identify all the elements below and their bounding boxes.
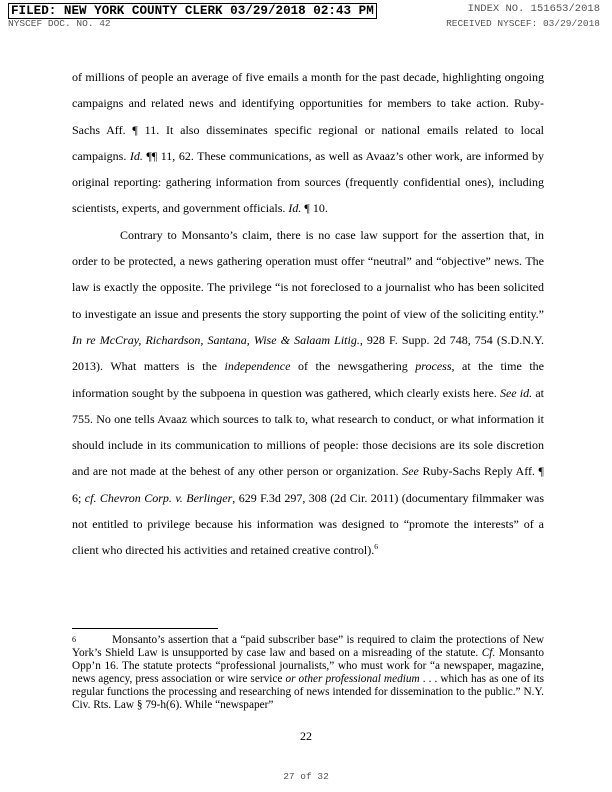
document-body	[72, 64, 544, 564]
footnote-divider	[72, 628, 218, 629]
footnote-6: $^6$ Monsanto’s assertion that a “paid subscriber base” is required to claim the protections of New York’s Shield Law is unsupported by case law and based on a misreading of the statute. Cf. Monsanto Opp’n 16. The statute protects “professional journalists,” who must work for “a newspaper, magazine, news agency, press association or wire service or other professional medium . . . which has as one of its regular functions the processing and researching of news intended for dissemination to the public.” N.Y. Civ. Rts. Law § 79-h(6). While “newspaper”	[72, 634, 544, 712]
nyscef-doc-number: NYSCEF DOC. NO. 42	[8, 18, 111, 29]
received-stamp: RECEIVED NYSCEF: 03/29/2018	[446, 18, 600, 29]
paragraph-1: of millions of people an average of five emails a month for the past decade, highlighting ongoing campaigns and related news and identifying opportunities for members to take action. Ruby-Sachs Aff. ¶ 11. It also disseminates specific regional or national emails related to local campaigns. Id. ¶¶ 11, 62. These communications, as well as Avaaz’s other work, are informed by original reporting: gathering information from sources (frequently confidential ones), including scientists, experts, and government officials. Id. ¶ 10.	[72, 70, 544, 216]
footnote-reference[interactable]: 6	[374, 542, 378, 552]
filed-stamp: FILED: NEW YORK COUNTY CLERK 03/29/2018 02:43 PM	[8, 3, 377, 19]
document-page-count: 27 of 32	[283, 771, 329, 782]
paragraph-2: Contrary to Monsanto’s claim, there is no case law support for the assertion that, in order to be protected, a news gathering operation must offer “neutral” and “objective” news. The law is exactly the opposite. The privilege “is not foreclosed to a journalist who has been solicited to investigate an issue and presents the story supporting the point of view of the soliciting entity.” In re McCray, Richardson, Santana, Wise & Salaam Litig., 928 F. Supp. 2d 748, 754 (S.D.N.Y. 2013). What matters is the independence of the newsgathering process, at the time the information sought by the subpoena in question was gathered, which clearly exists here. See id. at 755. No one tells Avaaz which sources to talk to, what research to conduct, or what information it should include in its communication to millions of people: those decisions are its sole discretion and are not made at the behest of any other person or organization. See Ruby-Sachs Reply Aff. ¶ 6; cf. Chevron Corp. v. Berlinger, 629 F.3d 297, 308 (2d Cir. 2011) (documentary filmmaker was not entitled to privilege because his information was designed to “promote the interests” of a client who directed his activities and retained creative control).$^6$	[72, 227, 544, 558]
index-number: INDEX NO. 151653/2018	[467, 3, 600, 15]
footnote-mark: 6	[72, 635, 76, 644]
page-number: 22	[300, 729, 312, 743]
